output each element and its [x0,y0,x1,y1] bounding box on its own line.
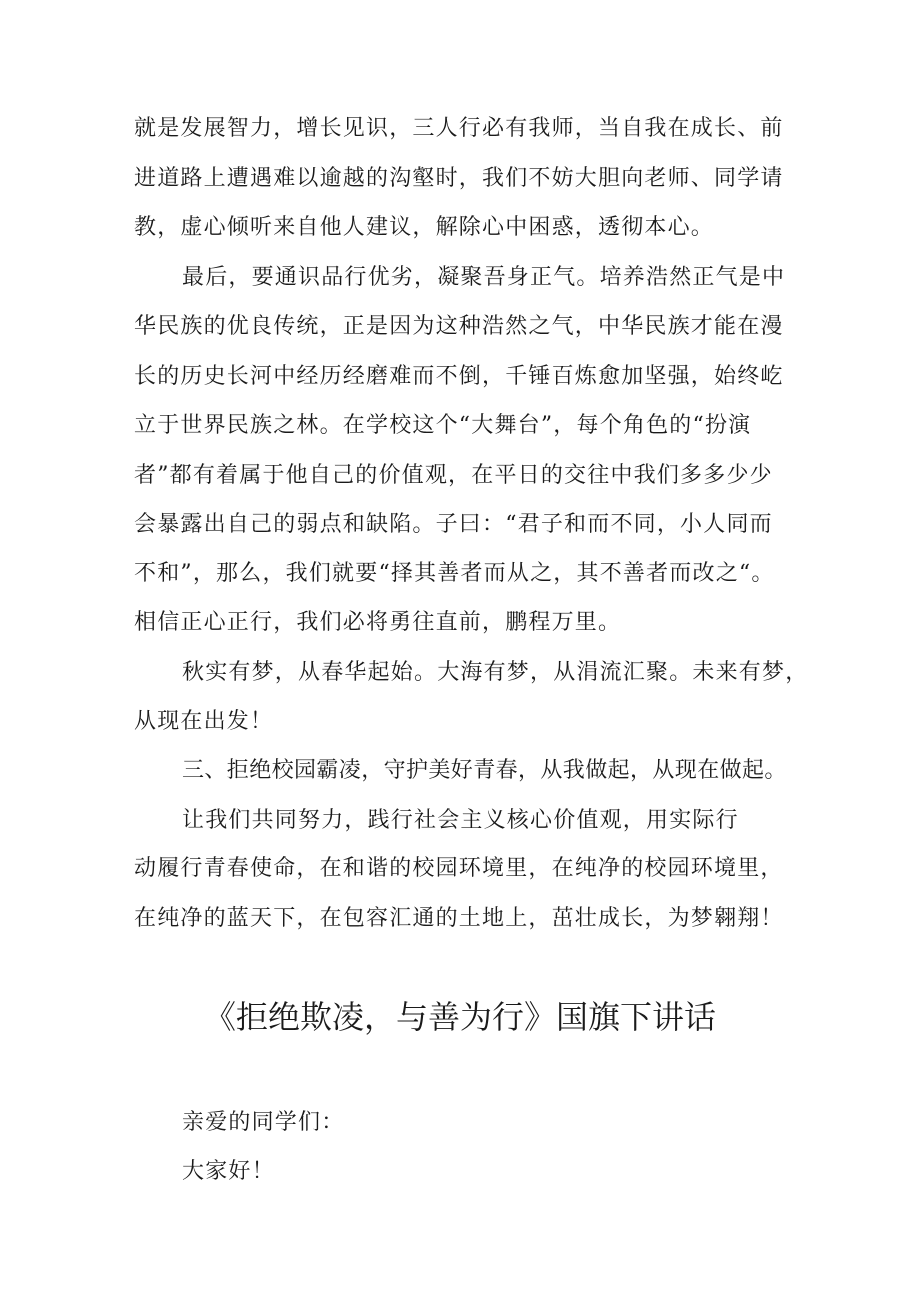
greeting: 大家好！ [182,1159,275,1184]
paragraph-line: 华民族的优良传统，正是因为这种浩然之气，中华民族才能在漫 [134,314,784,339]
paragraph-line: 让我们共同努力，践行社会主义核心价值观，用实际行 [182,808,739,833]
paragraph-line: 长的历史长河中经历经磨难而不倒，千锤百炼愈加坚强，始终屹 [134,364,784,389]
section-heading: 三、拒绝校园霸凌，守护美好青春，从我做起，从现在做起。 [182,758,787,783]
paragraph-line: 相信正心正行，我们必将勇往直前，鹏程万里。 [134,610,622,635]
paragraph-line: 者”都有着属于他自己的价值观，在平日的交往中我们多多少少 [134,463,773,488]
speech-title: 《拒绝欺凌，与善为行》国旗下讲话 [203,998,716,1036]
paragraph-line: 教，虚心倾听来自他人建议，解除心中困惑，透彻本心。 [134,215,715,240]
paragraph-line: 从现在出发！ [134,709,274,734]
paragraph-line: 进道路上遭遇难以逾越的沟壑时，我们不妨大胆向老师、同学请 [134,166,784,191]
paragraph-line: 立于世界民族之林。在学校这个“大舞台”，每个角色的“扮演 [134,413,752,438]
paragraph-line: 秋实有梦，从春华起始。大海有梦，从涓流汇聚。未来有梦， [182,660,809,685]
paragraph-line: 会暴露出自己的弱点和缺陷。子曰：“君子和而不同，小人同而 [134,512,773,537]
salutation: 亲爱的同学们： [182,1110,345,1135]
paragraph-line: 在纯净的蓝天下，在包容汇通的土地上，茁壮成长，为梦翱翔！ [134,906,784,931]
paragraph-line: 就是发展智力，增长见识，三人行必有我师，当自我在成长、前 [134,116,784,141]
paragraph-line: 动履行青春使命，在和谐的校园环境里，在纯净的校园环境里， [134,856,784,881]
paragraph-line: 最后，要通识品行优劣，凝聚吾身正气。培养浩然正气是中 [182,265,786,290]
paragraph-line: 不和”，那么，我们就要“择其善者而从之，其不善者而改之“。 [134,561,775,586]
